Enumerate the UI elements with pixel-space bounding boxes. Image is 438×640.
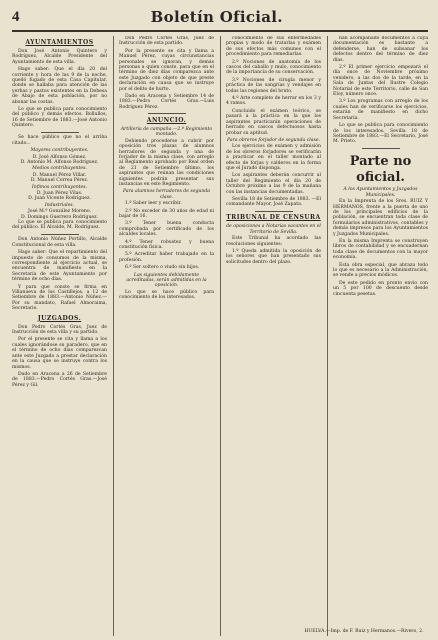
section-heading: AYUNTAMIENTOS bbox=[25, 39, 94, 46]
printer-imprint: HUELVA.—Imp. de F. Ruiz y Hermanos.—Rivero, 2. bbox=[304, 629, 424, 634]
subheading: A los Ayuntamientos y Juzgados Municipales. bbox=[343, 187, 418, 198]
paragraph: han acompañado documentos a cuya documentación es bastante a defenderse, han de subsanar los defectos dentro del término de diez días. bbox=[333, 36, 428, 63]
paragraph: Dado en Aracena a 26 de Setiembre de 1883.—Pedro Cortés Gras.—José Pérez y Gil. bbox=[12, 371, 107, 388]
paragraph: Sevilla 18 de Setiembre de 1883. —El comandante Mayor, José Zapata. bbox=[226, 196, 321, 208]
paragraph: Este Tribunal ha acordado las resoluciones siguientes: bbox=[226, 236, 321, 247]
paragraph: 2.º El primer ejercicio empezará el día once de Noviembre próximo venidero, a las dos de la tarde, en la Sala de Juntas del Ilustre Colegio Notarial de este Territorio, calle de San Eloy, número once. bbox=[333, 65, 428, 98]
subheading: Para obreros forjador de segunda clase. bbox=[226, 137, 321, 143]
masthead-bar bbox=[12, 4, 428, 30]
list-item: José M.ª González Moreno. bbox=[27, 209, 92, 215]
list-item: D. Manuel Pérez Villar. bbox=[32, 172, 87, 178]
paragraph: Don Pedro Cortés Gras, Juez de Instrucción de esta villa y su partido. bbox=[12, 324, 107, 336]
paragraph: 3.º Nociones de cirugía menor y práctica de las sangrías y vendajes en todas las regiones del bruto. bbox=[226, 77, 321, 94]
page-number: 4 bbox=[12, 8, 20, 25]
paragraph: En la Imprenta de los Sres. RUIZ Y HERMANOS, frente a la puerta de uno de los principales edificios de la población, se encuentran toda clase de formularios administrativos, contables y demás impresos para los Ayuntamientos y Juzgados Municipales. bbox=[333, 199, 428, 237]
paragraph: Debiendo procederse a cubrir por oposición tres plazas de alumnos herradores de segunda y una de forjador de la misma clase, con arreglo al Reglamento aprobado por Real orden de 21 de Setiembre último, los aspirantes que reúnan las condiciones siguientes podrán presentar sus instancias en este Regimiento. bbox=[119, 138, 214, 187]
paragraph: 3.º Los programas con arreglo de los cuales han de verificarse los ejercicios, estarán de manifiesto en dicho Secretaría. bbox=[333, 99, 428, 121]
list-item: 2.º No exceder de 30 años de edad ni bajar de 16. bbox=[119, 208, 214, 219]
list-item: Medios contribuyentes. bbox=[32, 166, 87, 172]
paragraph: Don José Antonio Quintero y Rodríguez, Alcalde Presidente del Ayuntamiento de esta villa. bbox=[12, 49, 107, 65]
paragraph: 1.º Queda admitida la oposición de los señores que han presentado sus solicitudes dentro del plazo. bbox=[226, 249, 321, 265]
list-item: D. Juan Vicente Rodríguez. bbox=[28, 196, 91, 202]
list-item: D. Manuel Correa Pérez. bbox=[30, 178, 89, 184]
paragraph: Dado en Aracena y Setiembre 14 de 1883.—Pedro Cortés Gras.—Luis Rodríguez Pérez. bbox=[119, 94, 214, 110]
list-item: Industriales. bbox=[44, 202, 75, 208]
paragraph: 4.º Arte completo de herrar en los 3 y 4 ramos. bbox=[226, 96, 321, 107]
column-1 bbox=[12, 36, 107, 636]
paragraph: Lo que se publica para conocimiento del público y demás efectos. Bollullos, 16 de Setiembre de 1883.—José Antonio Quintero. bbox=[12, 107, 107, 129]
paragraph: Lo que se publica para conocimiento del público. El Alcalde, M. Rodríguez. bbox=[12, 219, 107, 231]
column-2 bbox=[113, 36, 214, 636]
paragraph: En la misma Imprenta se construyen libros de contabilidad y se encuadernan toda clase de documentos con la mayor economía. bbox=[333, 238, 428, 261]
section-heading: JUZGADOS. bbox=[37, 314, 82, 322]
subheading: Artillería de campaña.—2.º Regimiento montado. bbox=[120, 126, 213, 138]
paragraph: Por el presente se cita y llama a los cuales ignorándose su paradero, que en el término de ocho días comparezcan ante este Juzgado a prestar declaración en la causa que se instruye contra los mismos. bbox=[12, 337, 107, 370]
masthead-title: Boletín Oficial. bbox=[150, 8, 283, 26]
column-4 bbox=[327, 36, 428, 636]
list-item: 4.º Tener robustez y buena constitución física. bbox=[119, 239, 214, 250]
list-item: 6.º Ser soltero o viudo sin hijos. bbox=[125, 265, 200, 271]
paragraph: Don Antonio Núñez Portillo, Alcalde Constitucional de esta villa. bbox=[12, 237, 107, 248]
paragraph: Esta obra especial, que abraza todo lo que es necesario a la Administración, se vende a precios módicos. bbox=[333, 262, 428, 279]
list-item: 5.º Acreditar haber trabajado en la profesión. bbox=[119, 252, 214, 263]
paragraph: Lo que se publica para conocimiento de los interesados. Sevilla 18 de Setiembre de 1883.—El Secretario, José M. Prieto. bbox=[333, 123, 428, 145]
subheading: Las siguientes debidamente acreditadas, serán admitidas en la oposición. bbox=[126, 272, 207, 289]
list-item: D. José Alfonso Gómez. bbox=[32, 154, 87, 160]
list-item: D. Antonio M. Alfonso Rodríguez. bbox=[20, 159, 99, 165]
column-3 bbox=[220, 36, 321, 636]
paragraph: 2.º Nociones de anatomía de los cascos del caballo y mulo, conocimiento de la importancia de su conservación. bbox=[226, 59, 321, 76]
list-item: Ínfimos contribuyentes. bbox=[31, 184, 88, 190]
paragraph: Los ejercicios de exámen y admisión de los obreros forjadores se verificarán a practicar en el taller montado al efecto de forjas y calderos en la forma que el Jurado disponga. bbox=[226, 144, 321, 171]
section-heading: ANUNCIO. bbox=[146, 116, 187, 124]
columns bbox=[12, 36, 428, 636]
subheading: Para alumnos herradores de segunda clase. bbox=[122, 189, 211, 200]
paragraph: Se hace público que no el arriba citado... bbox=[12, 135, 107, 146]
paragraph: Don Pedro Cortés Gras, Juez de Instrucción de esta partido. bbox=[119, 36, 214, 47]
paragraph: Hago saber: Que el día 20 del corriente y hora de las 9 de la noche, quedó fugado de esta Casa Capitular, donde se hallaba para atención de las yerbas y pastos existentes en la Dehesa de Abajo de esta población, por no abonar las costas. bbox=[12, 67, 107, 105]
paragraph: Concluido el exámen teórico, se pasará a la práctica en la que los aspirantes practicarán operaciones de herrado en cascos defectuosos hasta probar su aptitud. bbox=[226, 108, 321, 136]
paragraph: Los aspirantes deberán concurrir al taller del Regimiento el día 20 de Octubre próximo a las 9 de la mañana con las instancias documentadas. bbox=[226, 173, 321, 195]
list-item: 3.º Tener buena conducta comprobada por certificado de los alcaldes locales. bbox=[119, 221, 214, 238]
list-item: 1.º Saber leer y escribir. bbox=[125, 201, 182, 207]
section-heading-large: Parte no oficial. bbox=[349, 154, 412, 186]
paragraph: Lo que se hace público para conocimiento de los interesados. bbox=[119, 289, 214, 301]
header-rule bbox=[12, 30, 428, 32]
subheading: de oposiciones a Notarías vacantes en el Territorio de Sevilla. bbox=[226, 224, 321, 235]
paragraph: conocimiento de sus enfermedades propias y modo de tratarlas y exámen de sus efectos más comunes con el procedimiento para remediarlas. bbox=[226, 36, 321, 58]
list-item: D. Domingo Guerrero Rodríguez. bbox=[20, 214, 99, 220]
list-item: D. Juan Pérez Vilas. bbox=[36, 190, 83, 196]
paragraph: Por la presente se cita y llama a Manuel Pérez, cuyas circunstancias personales se ignoran, y demás personas a quien conste, para que en el término de diez días comparezca ante este Juzgado con objeto de que preste declaración en causa que se instruye por el delito de hurto. bbox=[119, 48, 214, 92]
paragraph: Y para que conste se firma en Villanueva de los Castillejos, a 12 de Setiembre de 1883.—Antonio Núñez.—Por su mandato, Rafael Almoraima, Secretario. bbox=[12, 284, 107, 312]
paragraph: Hago saber: Que el repartimiento del impuesto de consumos de la misma, correspondiente al ejercicio actual, se encuentra de manifiesto en la Secretaría de este Ayuntamiento por término de ocho días. bbox=[12, 250, 107, 283]
section-heading: TRIBUNAL DE CENSURA bbox=[226, 214, 321, 222]
paragraph: De este pedido en pronto envío con un 5 por 100 de descuento desde cincuenta pesetas. bbox=[333, 280, 428, 297]
list-title: Mayores contribuyentes. bbox=[30, 148, 89, 154]
